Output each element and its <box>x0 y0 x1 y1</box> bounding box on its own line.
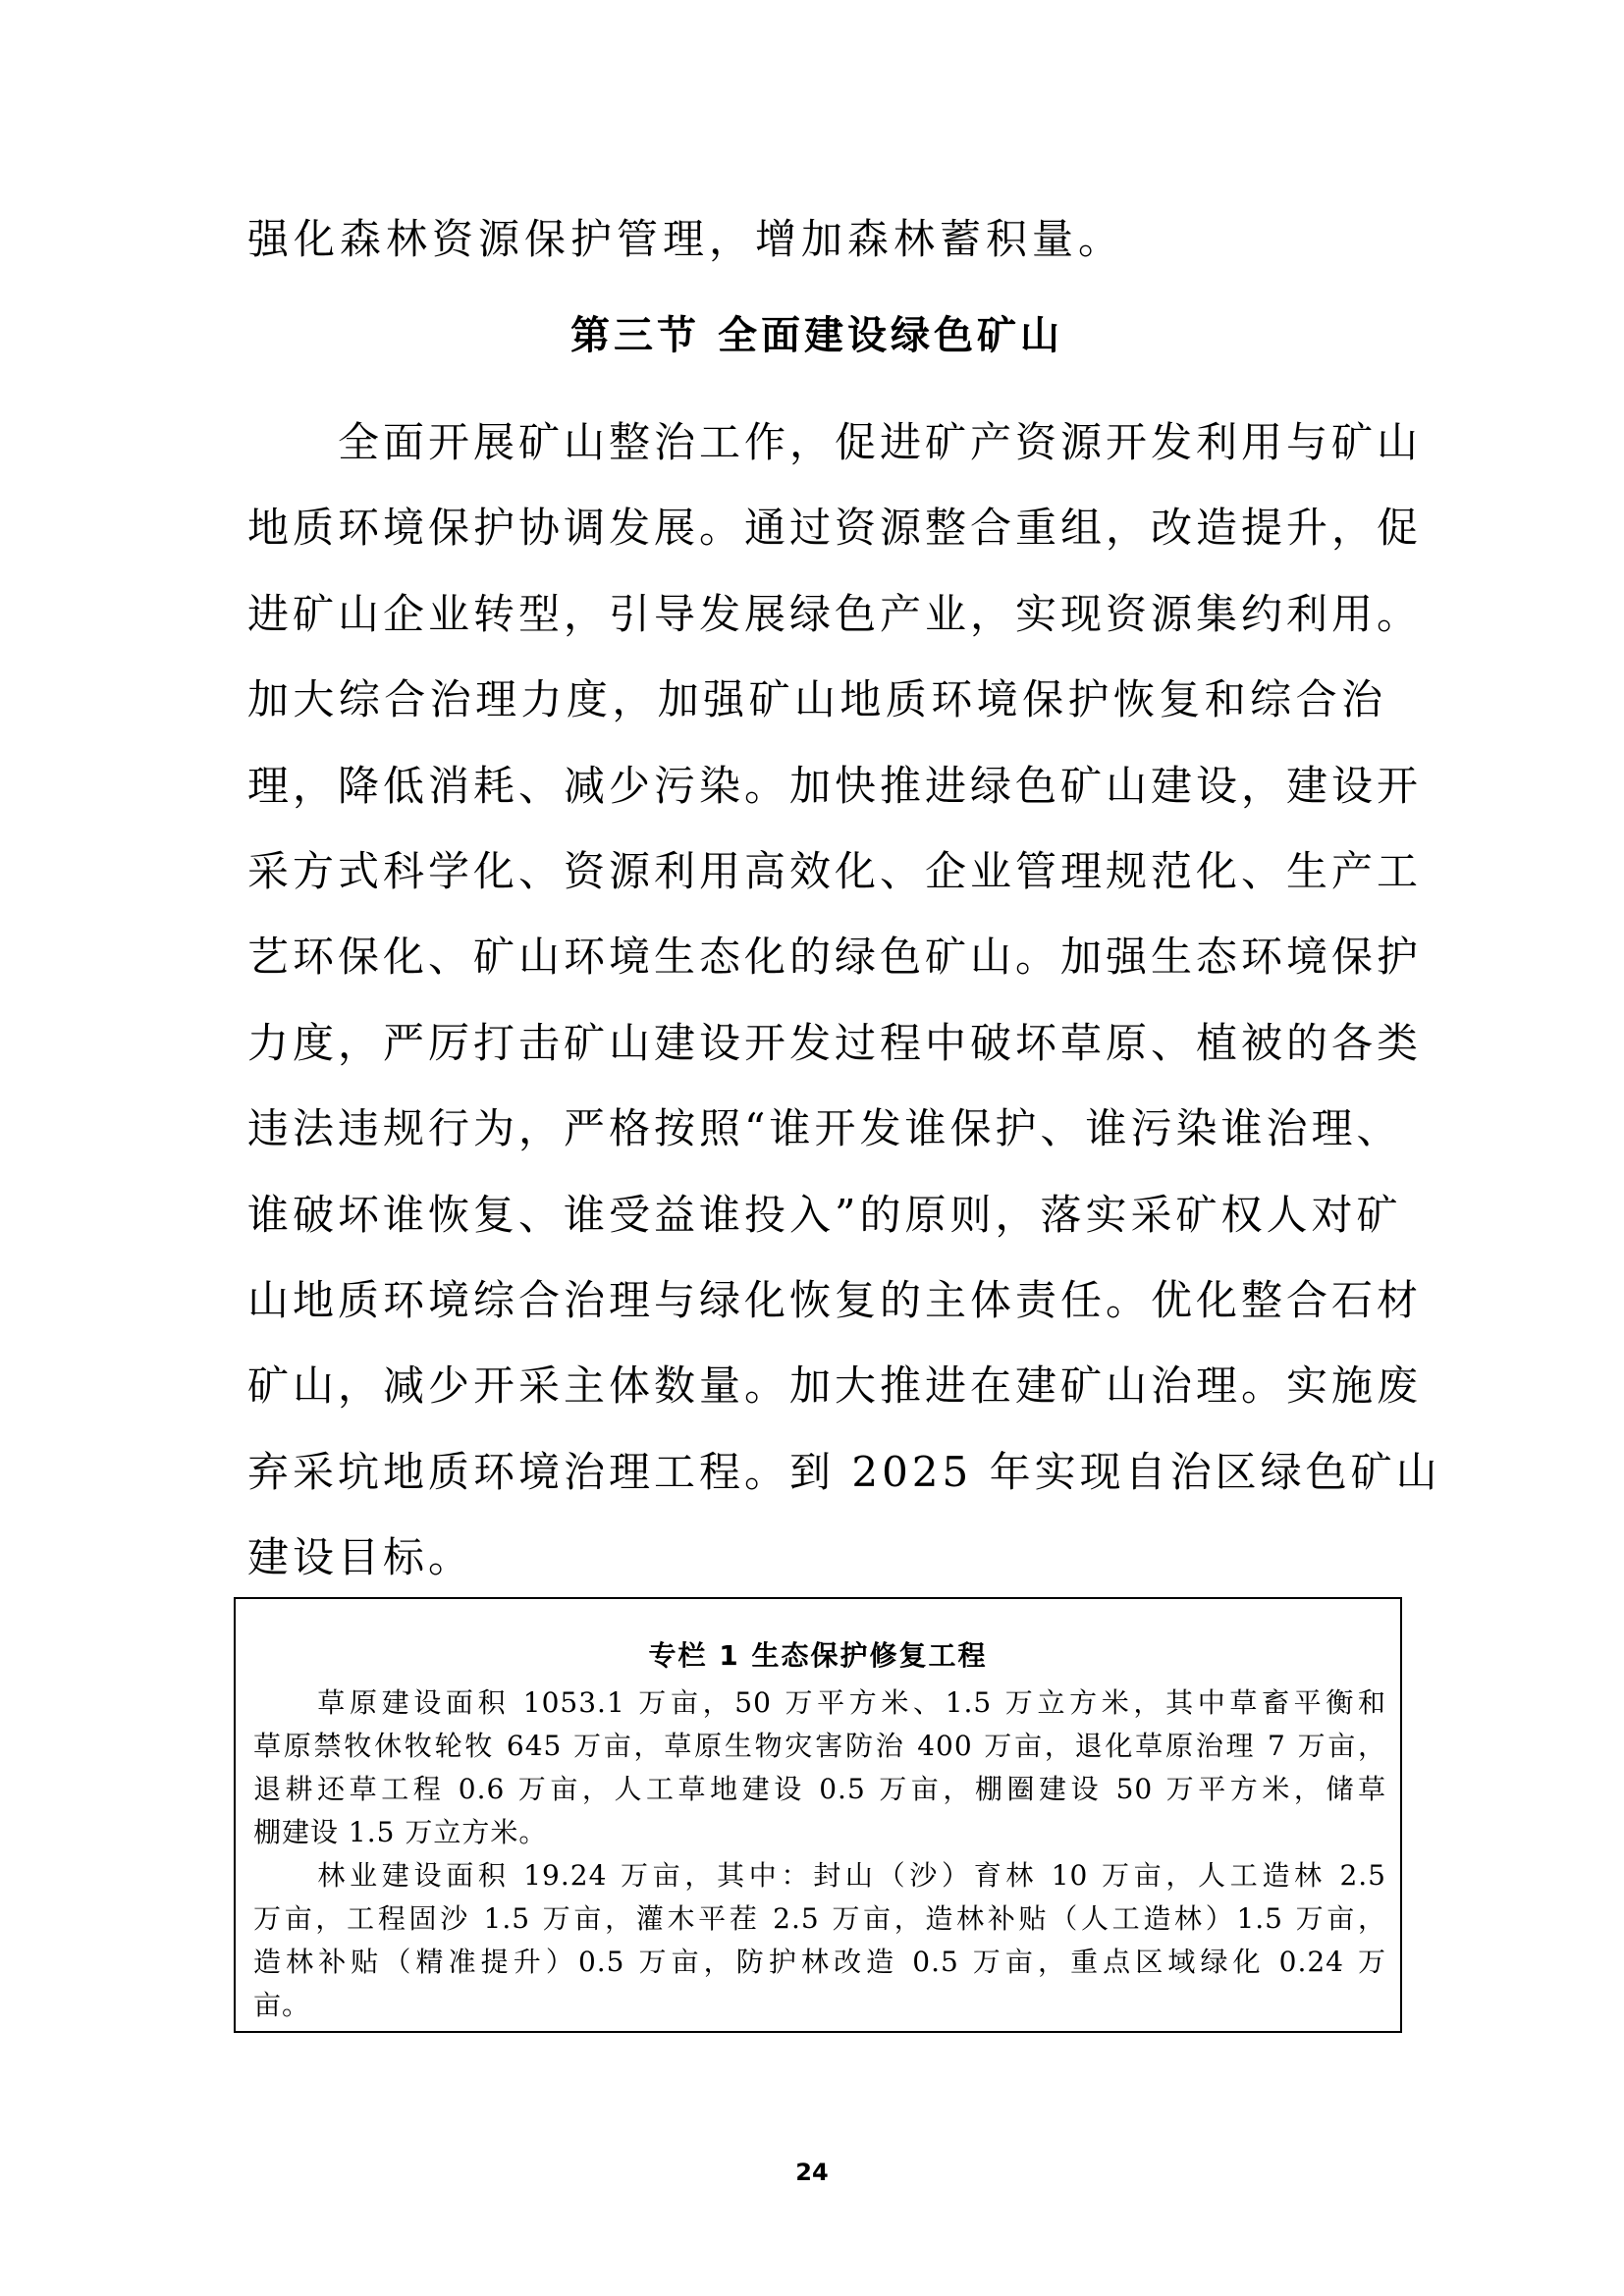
body-line: 加大综合治理力度，加强矿山地质环境保护恢复和综合治 <box>247 675 1386 724</box>
info-box-title: 专栏 1 生态保护修复工程 <box>648 1639 988 1672</box>
info-box-line: 草原建设面积 1053.1 万亩，50 万平方米、1.5 万立方米，其中草畜平衡和 <box>253 1686 1386 1719</box>
info-box-line: 万亩，工程固沙 1.5 万亩，灌木平茬 2.5 万亩，造林补贴（人工造林）1.5 万亩， <box>253 1902 1386 1935</box>
body-line: 矿山，减少开采主体数量。加大推进在建矿山治理。实施废 <box>247 1362 1423 1411</box>
body-line: 全面开展矿山整治工作，促进矿产资源开发利用与矿山 <box>247 418 1423 466</box>
info-box <box>234 1597 1402 2033</box>
info-box-line: 草原禁牧休牧轮牧 645 万亩，草原生物灾害防治 400 万亩，退化草原治理 7 万亩， <box>253 1730 1386 1762</box>
body-line: 艺环保化、矿山环境生态化的绿色矿山。加强生态环境保护 <box>247 933 1423 982</box>
intro-line: 强化森林资源保护管理，增加森林蓄积量。 <box>247 215 1125 263</box>
body-line: 进矿山企业转型，引导发展绿色产业，实现资源集约利用。 <box>247 589 1423 638</box>
body-line: 理，降低消耗、减少污染。加快推进绿色矿山建设，建设开 <box>247 761 1423 810</box>
intro-paragraph-end <box>247 210 1386 269</box>
body-line: 采方式科学化、资源利用高效化、企业管理规范化、生产工 <box>247 847 1423 896</box>
body-line: 违法违规行为，严格按照“谁开发谁保护、谁污染谁治理、 <box>247 1104 1402 1153</box>
info-box-line: 造林补贴（精准提升）0.5 万亩，防护林改造 0.5 万亩，重点区域绿化 0.24 万 <box>253 1946 1386 1978</box>
page-number: 24 <box>795 2159 829 2186</box>
info-box-line: 退耕还草工程 0.6 万亩，人工草地建设 0.5 万亩，棚圈建设 50 万平方米，储草 <box>253 1773 1386 1805</box>
body-line: 力度，严厉打击矿山建设开发过程中破坏草原、植被的各类 <box>247 1018 1423 1067</box>
info-box-line: 亩。 <box>253 1989 311 2021</box>
body-paragraph <box>247 400 1441 1601</box>
info-box-line: 林业建设面积 19.24 万亩，其中：封山（沙）育林 10 万亩，人工造林 2.5 <box>253 1859 1386 1892</box>
body-line: 弃采坑地质环境治理工程。到 2025 年实现自治区绿色矿山 <box>247 1447 1441 1496</box>
body-line: 地质环境保护协调发展。通过资源整合重组，改造提升，促 <box>247 504 1423 553</box>
body-line: 谁破坏谁恢复、谁受益谁投入”的原则，落实采矿权人对矿 <box>247 1190 1402 1239</box>
info-box-line: 棚建设 1.5 万立方米。 <box>253 1816 548 1848</box>
info-box-body <box>253 1682 1386 2027</box>
section-heading: 第三节 全面建设绿色矿山 <box>570 313 1063 358</box>
body-line: 山地质环境综合治理与绿化恢复的主体责任。优化整合石材 <box>247 1276 1423 1325</box>
body-line: 建设目标。 <box>247 1533 474 1582</box>
